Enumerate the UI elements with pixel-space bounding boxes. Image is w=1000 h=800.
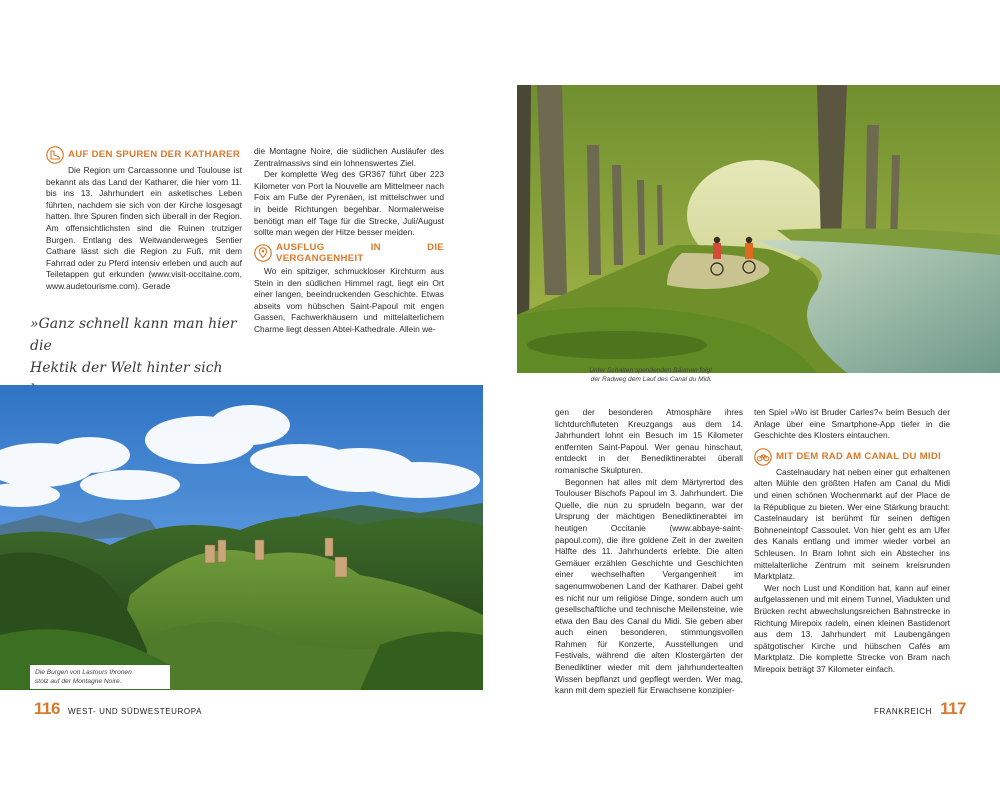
bruder-carles-paragraph: ten Spiel »Wo ist Bruder Carles?« beim Besuch der Anlage über eine Smartphone-App tiefer in die Geschichte des Klosters eintauchen. (754, 407, 950, 441)
canal-caption-line-1: Unter Schatten spendenden Bäumen folgt (589, 367, 712, 374)
canal-caption-line-2: der Radweg dem Lauf des Canal du Midi. (590, 376, 712, 383)
saint-papoul-paragraph-2: Begonnen hat alles mit dem Märtyrertod des Toulouser Bischofs Papoul im 3. Jahrhundert. Die Quelle, die nun zu sprudeln begann, war der Ursprung der mächtigen Benediktinerabtei im heutigen Occitanie (www.abbaye-saint-papoul.com), die ihre goldene Zeit in der zweiten Hälfte des 11. Jahrhunderts erlebte. Die alten Gemäuer erzählen Geschichte und Geschichten einer wechselhaften Vergangenheit im sagenumwobenen Land der Katharer. Dabei geht es nicht nur um religiöse Dinge, sondern auch um gesellschaftliche und technische Meilensteine, wie etwa den Bau des Canal du Midi. Sie geben aber auch einen besonderen, stimmungsvollen Rahmen für Konzerte, Ausstellungen und Festivals, während die alten Klostergärten der Benediktiner wieder mit dem jahrhundertealten Wissen bepflanzt und gepflegt werden. Wer mag, kann mit dem speziell für Erwachsene konzipier- (555, 476, 743, 696)
location-pin-icon (254, 244, 272, 262)
lastours-caption-line-2: stolz auf der Montagne Noire. (35, 678, 122, 685)
vergangenheit-heading-text: AUSFLUG IN DIE VERGANGENHEIT (276, 241, 444, 265)
lastours-caption-line-1: Die Burgen von Lastours thronen (35, 669, 132, 676)
katharer-heading (46, 146, 242, 164)
canal-photo-art (517, 85, 1000, 373)
left-section-label: WEST- UND SÜDWESTEUROPA (67, 707, 203, 716)
lastours-photo-art (0, 385, 483, 690)
right-page-number: 117 (940, 699, 966, 718)
left-page-number: 116 (34, 699, 60, 718)
vergangenheit-paragraph-1: Wo ein spitziger, schmuckloser Kirchturm aus Stein in den südlichen Himmel ragt, liegt ein Ort einer langen, beeindruckenden Geschichte. Etwas abseits vom hübschen Saint-Papoul mit engen Gassen, Fachwerkhäusern und mittelalterlichem Charme liegt dessen Abtei-Kathedrale. Allein we- (254, 265, 444, 334)
lastours-photo (0, 385, 483, 690)
hiking-boot-icon (46, 146, 64, 164)
saint-papoul-paragraph-1: gen der besonderen Atmosphäre ihres lichtdurchfluteten Kreuzgangs aus dem 14. Jahrhundert lohnt ein Besuch im 15 Kilometer entfernten Saint-Papoul. Wer genau hinschaut, entdeckt in der Benediktinerabtei überall romanische Skulpturen. (555, 407, 743, 475)
katharer-cont-paragraph-1: die Montagne Noire, die südlichen Ausläufer des Zentralmassivs sind ein lohnenswertes Ziel. (254, 146, 444, 168)
katharer-paragraph-1: Die Region um Carcassonne und Toulouse ist bekannt als das Land der Katharer, die hier vom 11. bis ins 13. Jahrhundert ein asketisches Leben führten, nachdem sie sich von der Kirche losgesagt hatten. Ihre Spuren finden sich überall in der Region. Am offensichtlichsten sind die Ruinen trutziger Burgen. Entlang des Weitwanderweges Sentier Cathare lässt sich die Region zu Fuß, mit dem Fahrrad oder zu Pferd intensiv erleben und auch auf Teiletappen gut erkunden (www.visit-occitaine.com, www.audetourisme.com). Gerade (46, 165, 243, 291)
canal-caption (520, 366, 720, 384)
katharer-cont-paragraph-2: Der komplette Weg des GR367 führt über 223 Kilometer von Port la Nouvelle am Mittelmeer nach Foix am Fuße der Pyrenäen, ist mittelschwer und in beide Richtungen begehbar. Normalerweise benötigt man elf Tage für die Strecke, Juli/August sollte man wegen der Hitze besser meiden. (254, 169, 444, 238)
right-column-2 (754, 407, 950, 675)
canal-du-midi-heading (754, 448, 950, 466)
katharer-heading-text: AUF DEN SPUREN DER KATHARER (68, 149, 241, 161)
right-section-label: FRANKREICH (874, 707, 933, 716)
right-column-1 (555, 407, 743, 697)
right-footer (874, 699, 966, 719)
pull-quote-line-2: Hektik der Welt hinter sich (30, 360, 223, 376)
left-column-2 (254, 146, 444, 336)
castelnaudary-paragraph: Castelnaudary hat neben einer gut erhaltenen alten Mühle den größten Hafen am Canal du Midi und einen schönen Wochenmarkt auf der Place de la République zu bieten. Wer eine Stärkung braucht: Castelnaudary ist berühmt für seinen deftigen Bohneneintopf Cassoulet. Von hier geht es am Ufer des Kanals entlang und immer wieder vorbei an Schleusen. In Bram lohnt sich ein Abstecher ins mittelalterliche Zentrum mit seinem kreisrunden Marktplatz. (754, 466, 950, 582)
lastours-caption (30, 665, 170, 689)
left-column-1 (46, 145, 242, 293)
canal-photo (517, 85, 1000, 373)
left-footer (34, 699, 202, 719)
right-page (500, 0, 1000, 800)
pull-quote-line-1: »Ganz schnell kann man hier die (30, 316, 237, 354)
vergangenheit-heading (254, 242, 444, 265)
canal-du-midi-heading-text: MIT DEM RAD AM CANAL DU MIDI (776, 450, 942, 462)
bicycle-icon (754, 448, 772, 466)
mirepoix-paragraph: Wer noch Lust und Kondition hat, kann auf einer aufgelassenen und mit einem Tunnel, Viadukten und Brücken recht abwechslungsreichen Bahnstrecke in Richtung Mirepoix radeln, einen kleinen Bastidenort aus dem 13. Jahrhundert mit Laubengängen spätgotischer Kirche und hübschen Cafés am Marktplatz. Die komplette Strecke von Bram nach Mirepoix beträgt 37 Kilometer einfach. (754, 582, 950, 674)
